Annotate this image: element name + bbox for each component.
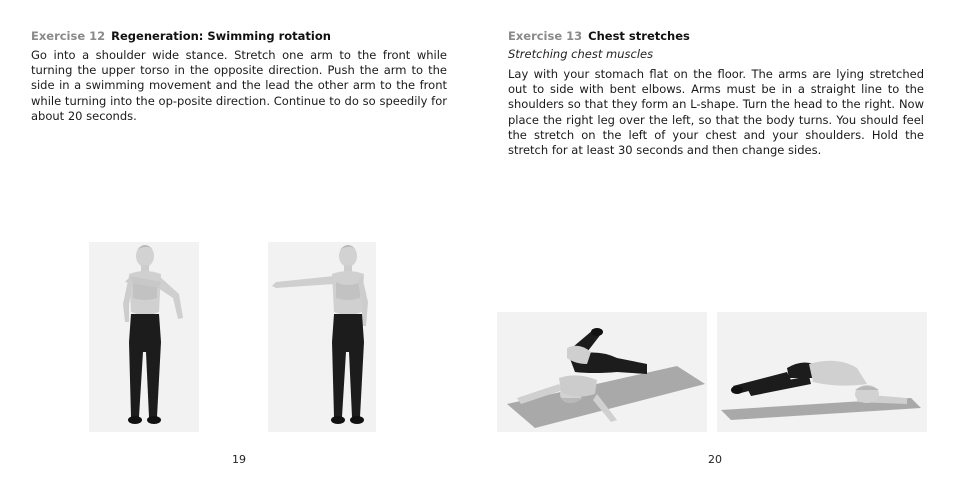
exercise-13-photo-2 bbox=[717, 312, 927, 432]
exercise-12-body: Go into a shoulder wide stance. Stretch one arm to the front while turning the upper torso in the opposite direction. Push the arm to the side in a swimming movement and the lead the other arm to the front while turning into the op-posite direction. Continue to do so speedily for about 20 seconds. bbox=[31, 48, 447, 123]
page-number: 20 bbox=[708, 453, 722, 466]
exercise-label: Exercise 12 bbox=[31, 29, 106, 43]
exercise-12-heading bbox=[31, 29, 331, 43]
right-page bbox=[477, 0, 954, 477]
exercise-title: Regeneration: Swimming rotation bbox=[111, 29, 331, 43]
exercise-label: Exercise 13 bbox=[508, 29, 583, 43]
exercise-13-subtitle: Stretching chest muscles bbox=[508, 47, 654, 61]
exercise-13-heading bbox=[508, 29, 690, 43]
exercise-12-photo-2 bbox=[268, 242, 376, 432]
exercise-13-body: Lay with your stomach flat on the floor. The arms are lying stretched out to side with bent elbows. Arms must be in a straight line to the shoulders so that they form an L-shape. Turn the head to the right. Now place the right leg over the left, so that the body turns. You should feel the stretch on the left of your chest and your shoulders. Hold the stretch for at least 30 seconds and then change sides. bbox=[508, 67, 924, 158]
page-number: 19 bbox=[232, 453, 246, 466]
exercise-title: Chest stretches bbox=[588, 29, 690, 43]
exercise-13-photo-1 bbox=[497, 312, 707, 432]
exercise-12-photo-1 bbox=[89, 242, 199, 432]
